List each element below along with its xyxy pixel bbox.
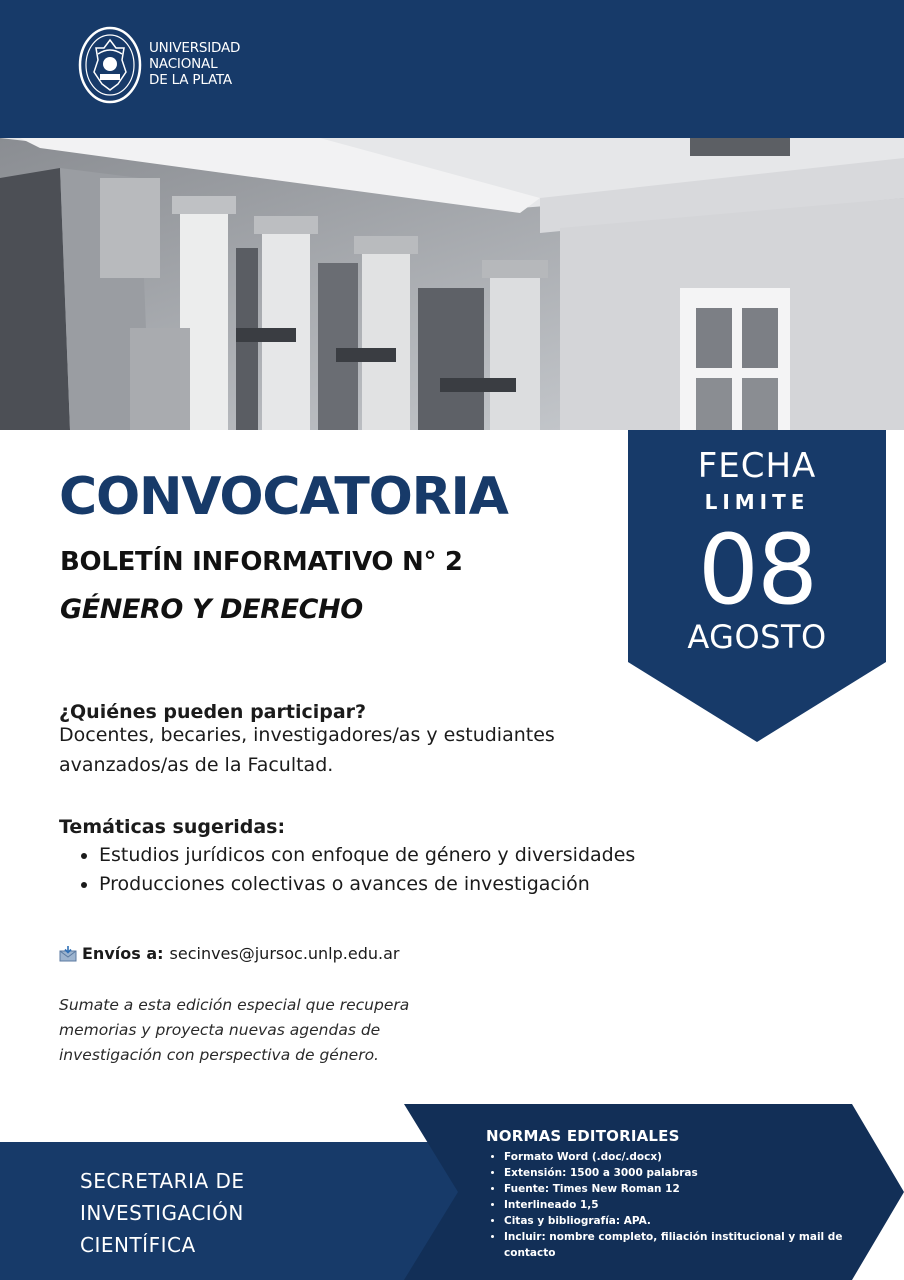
list-item: • Producciones colectivas o avances de investigación xyxy=(99,870,635,899)
university-name xyxy=(149,40,240,88)
deadline-badge xyxy=(628,430,886,742)
deadline-label-top: FECHA xyxy=(697,446,817,486)
secretaria-line: INVESTIGACIÓN xyxy=(80,1201,244,1225)
normas-title: NORMAS EDITORIALES xyxy=(486,1127,680,1145)
university-name-line: UNIVERSIDAD xyxy=(149,40,241,56)
university-seal-logo xyxy=(78,26,142,104)
normas-list xyxy=(490,1149,874,1261)
list-item: • Estudios jurídicos con enfoque de género y diversidades xyxy=(99,841,635,870)
submission-email-link[interactable]: secinves@jursoc.unlp.edu.ar xyxy=(169,944,400,963)
building-photo xyxy=(0,138,904,430)
deadline-label-bottom: LIMITE xyxy=(704,490,810,514)
secretaria-line: SECRETARIA DE xyxy=(80,1169,245,1193)
deadline-month: AGOSTO xyxy=(687,618,827,656)
list-item: • Formato Word (.doc/.docx) xyxy=(504,1149,874,1165)
participants-text: Docentes, becaries, investigadores/as y estudiantes avanzados/as de la Facultad. xyxy=(59,724,555,776)
submission-line xyxy=(59,944,399,963)
university-name-line: DE LA PLATA xyxy=(149,72,232,88)
themes-list xyxy=(75,841,635,899)
page-title: CONVOCATORIA xyxy=(59,467,508,527)
bulletin-topic: GÉNERO Y DERECHO xyxy=(60,594,363,625)
participants-heading: ¿Quiénes pueden participar? xyxy=(59,701,367,723)
list-item: • Incluir: nombre completo, filiación institucional y mail de contacto xyxy=(504,1229,874,1261)
header-bar xyxy=(0,0,904,138)
envelope-download-icon xyxy=(59,946,77,962)
closing-note: Sumate a esta edición especial que recupera memorias y proyecta nuevas agendas de investigación con perspectiva de género. xyxy=(59,996,410,1064)
bulletin-subtitle: BOLETÍN INFORMATIVO N° 2 xyxy=(60,547,463,577)
list-item: • Interlineado 1,5 xyxy=(504,1197,874,1213)
university-name-line: NACIONAL xyxy=(149,56,218,72)
submission-label: Envíos a: xyxy=(82,944,164,963)
list-item: • Fuente: Times New Roman 12 xyxy=(504,1181,874,1197)
secretaria-name xyxy=(80,1165,245,1261)
themes-heading: Temáticas sugeridas: xyxy=(59,816,286,838)
deadline-day: 08 xyxy=(697,514,817,626)
list-item: • Citas y bibliografía: APA. xyxy=(504,1213,874,1229)
list-item: • Extensión: 1500 a 3000 palabras xyxy=(504,1165,874,1181)
secretaria-line: CIENTÍFICA xyxy=(80,1233,196,1257)
